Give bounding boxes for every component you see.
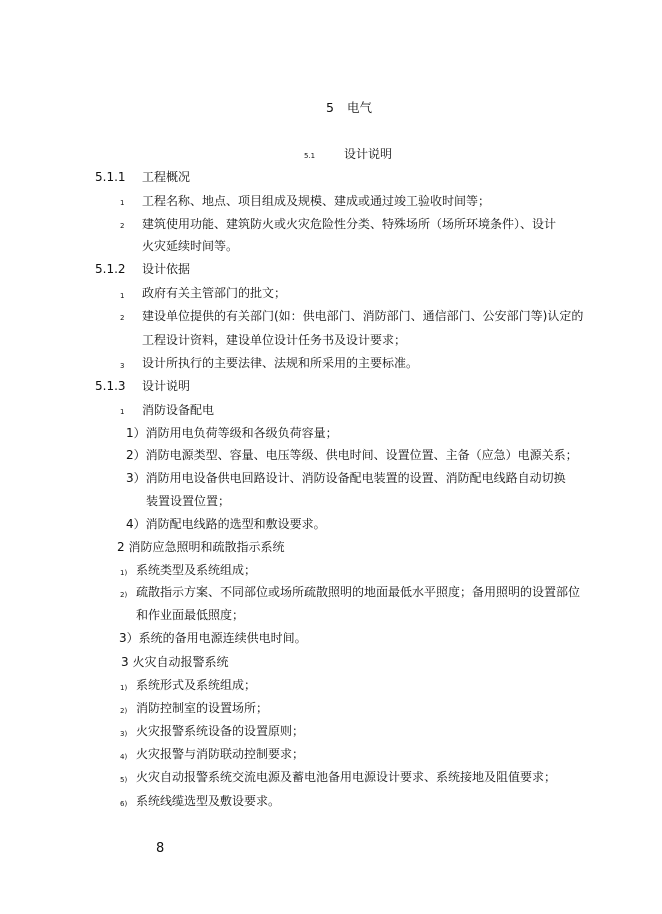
list-item-number: 1) — [120, 569, 128, 577]
subsection-511-number: 5.1.1 — [95, 170, 126, 184]
section-title: 设计说明 — [344, 147, 393, 161]
list-item-text: 系统形式及系统组成； — [136, 678, 257, 692]
group-title: 3 火灾自动报警系统 — [121, 655, 229, 669]
list-item-continuation: 和作业面最低照度； — [136, 608, 245, 622]
chapter-number: 5 — [326, 100, 334, 115]
list-item-number: 2) — [120, 591, 128, 599]
list-item-number: 2) — [120, 707, 128, 715]
list-item-text: 4）消防配电线路的选型和敷设要求。 — [126, 517, 326, 531]
subsection-512-title: 设计依据 — [142, 262, 191, 276]
subsection-512-number: 5.1.2 — [95, 262, 126, 276]
list-item-text: 火灾报警系统设备的设置原则； — [136, 724, 305, 738]
list-item-number: 3) — [120, 730, 128, 738]
list-item-text: 1）消防用电负荷等级和各级负荷容量； — [126, 426, 338, 440]
chapter-title: 电气 — [347, 100, 373, 115]
page-number: 8 — [156, 841, 165, 856]
list-item-number: 2 — [120, 314, 125, 322]
list-item-text: 系统类型及系统组成； — [136, 563, 257, 577]
group-title: 消防设备配电 — [142, 403, 215, 417]
list-item-text: 火灾自动报警系统交流电源及蓄电池备用电源设计要求、系统接地及阻值要求； — [136, 770, 557, 784]
list-item-number: 5) — [120, 776, 128, 784]
list-item-text: 系统线缆选型及敷设要求。 — [136, 794, 281, 808]
list-item-number: 1 — [120, 199, 125, 207]
list-item-text: 疏散指示方案、不同部位或场所疏散照明的地面最低水平照度；备用照明的设置部位 — [136, 585, 581, 599]
list-item-text: 建筑使用功能、建筑防火或火灾危险性分类、特殊场所（场所环境条件）、设计 — [142, 217, 557, 231]
subsection-513-number: 5.1.3 — [95, 379, 126, 393]
list-item-continuation: 装置设置位置； — [146, 494, 231, 508]
list-item-text: 火灾报警与消防联动控制要求； — [136, 747, 305, 761]
list-item-text: 3）系统的备用电源连续供电时间。 — [119, 631, 307, 645]
list-item-text: 政府有关主管部门的批文； — [142, 286, 287, 300]
list-item-continuation: 火灾延续时间等。 — [142, 239, 239, 253]
list-item-number: 1 — [120, 292, 125, 300]
list-item-text: 2）消防电源类型、容量、电压等级、供电时间、设置位置、主备（应急）电源关系； — [126, 448, 578, 462]
list-item-text: 消防控制室的设置场所； — [136, 701, 269, 715]
group-title: 2 消防应急照明和疏散指示系统 — [117, 540, 285, 554]
list-item-text: 3）消防用电设备供电回路设计、消防设备配电装置的设置、消防配电线路自动切换 — [126, 471, 566, 485]
subsection-513-title: 设计说明 — [142, 379, 191, 393]
subsection-511-title: 工程概况 — [142, 170, 191, 184]
list-item-number: 4) — [120, 753, 128, 761]
list-item-number: 6) — [120, 800, 128, 808]
group-number: 1 — [120, 408, 125, 416]
list-item-number: 2 — [120, 222, 125, 230]
list-item-text: 工程名称、地点、项目组成及规模、建成或通过竣工验收时间等； — [142, 194, 491, 208]
section-number: 5.1 — [304, 152, 316, 160]
list-item-continuation: 工程设计资料，建设单位设计任务书及设计要求； — [142, 333, 407, 347]
list-item-text: 建设单位提供的有关部门(如：供电部门、消防部门、通信部门、公安部门等)认定的 — [142, 309, 584, 323]
list-item-number: 1) — [120, 684, 128, 692]
list-item-text: 设计所执行的主要法律、法规和所采用的主要标准。 — [142, 356, 419, 370]
list-item-number: 3 — [120, 362, 125, 370]
